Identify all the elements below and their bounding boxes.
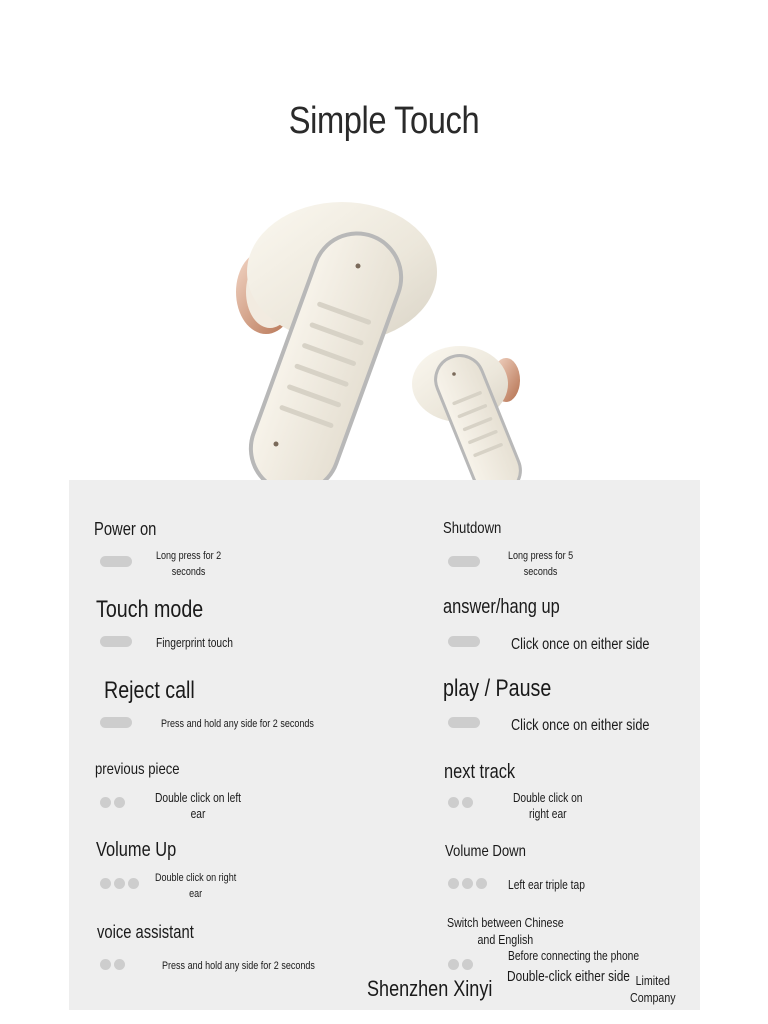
pill-indicator	[448, 717, 480, 728]
three-dot-indicator	[448, 878, 487, 889]
desc-answer-hang-up: Click once on either side	[511, 636, 650, 653]
pill-indicator	[448, 556, 480, 567]
desc-voice-assistant: Press and hold any side for 2 seconds	[162, 960, 315, 972]
label-next-track: next track	[444, 761, 516, 783]
label-shutdown: Shutdown	[443, 520, 502, 537]
desc-touch-mode: Fingerprint touch	[156, 636, 233, 650]
desc-power-on: Long press for 2 seconds	[156, 550, 222, 578]
two-dot-indicator	[100, 959, 125, 970]
two-dot-indicator	[448, 959, 473, 970]
label-volume-down: Volume Down	[445, 843, 526, 860]
pill-indicator	[448, 636, 480, 647]
label-voice-assistant: voice assistant	[97, 922, 194, 942]
desc-play-pause: Click once on either side	[511, 717, 650, 734]
label-previous-piece: previous piece	[95, 761, 180, 778]
page-title: Simple Touch	[288, 100, 480, 142]
right-earbud	[412, 346, 528, 500]
label-play-pause: play / Pause	[443, 675, 552, 702]
label-reject-call: Reject call	[104, 677, 195, 704]
desc-next-track: Double click on right ear	[513, 791, 583, 821]
label-answer-hang-up: answer/hang up	[443, 596, 560, 618]
pill-indicator	[100, 636, 132, 647]
footer-company: Shenzhen Xinyi	[367, 976, 493, 1001]
left-earbud	[236, 202, 437, 500]
footer-company-suffix: Limited Company	[630, 973, 676, 1005]
pill-indicator	[100, 556, 132, 567]
label-volume-up: Volume Up	[96, 839, 177, 861]
desc-volume-up: Double click on right ear	[155, 872, 237, 900]
two-dot-indicator	[100, 797, 125, 808]
pill-indicator	[100, 717, 132, 728]
desc-switch-language: Before connecting the phone	[508, 949, 640, 963]
desc-switch-language-2: Double-click either side	[507, 969, 630, 985]
three-dot-indicator	[100, 878, 139, 889]
desc-reject-call: Press and hold any side for 2 seconds	[161, 718, 314, 730]
label-touch-mode: Touch mode	[96, 596, 204, 623]
desc-previous-piece: Double click on left ear	[155, 791, 242, 821]
label-power-on: Power on	[94, 519, 157, 539]
desc-volume-down: Left ear triple tap	[508, 878, 585, 892]
two-dot-indicator	[448, 797, 473, 808]
label-switch-language: Switch between Chinese and English	[447, 915, 564, 947]
earbuds-illustration	[220, 200, 540, 500]
desc-shutdown: Long press for 5 seconds	[508, 550, 574, 578]
